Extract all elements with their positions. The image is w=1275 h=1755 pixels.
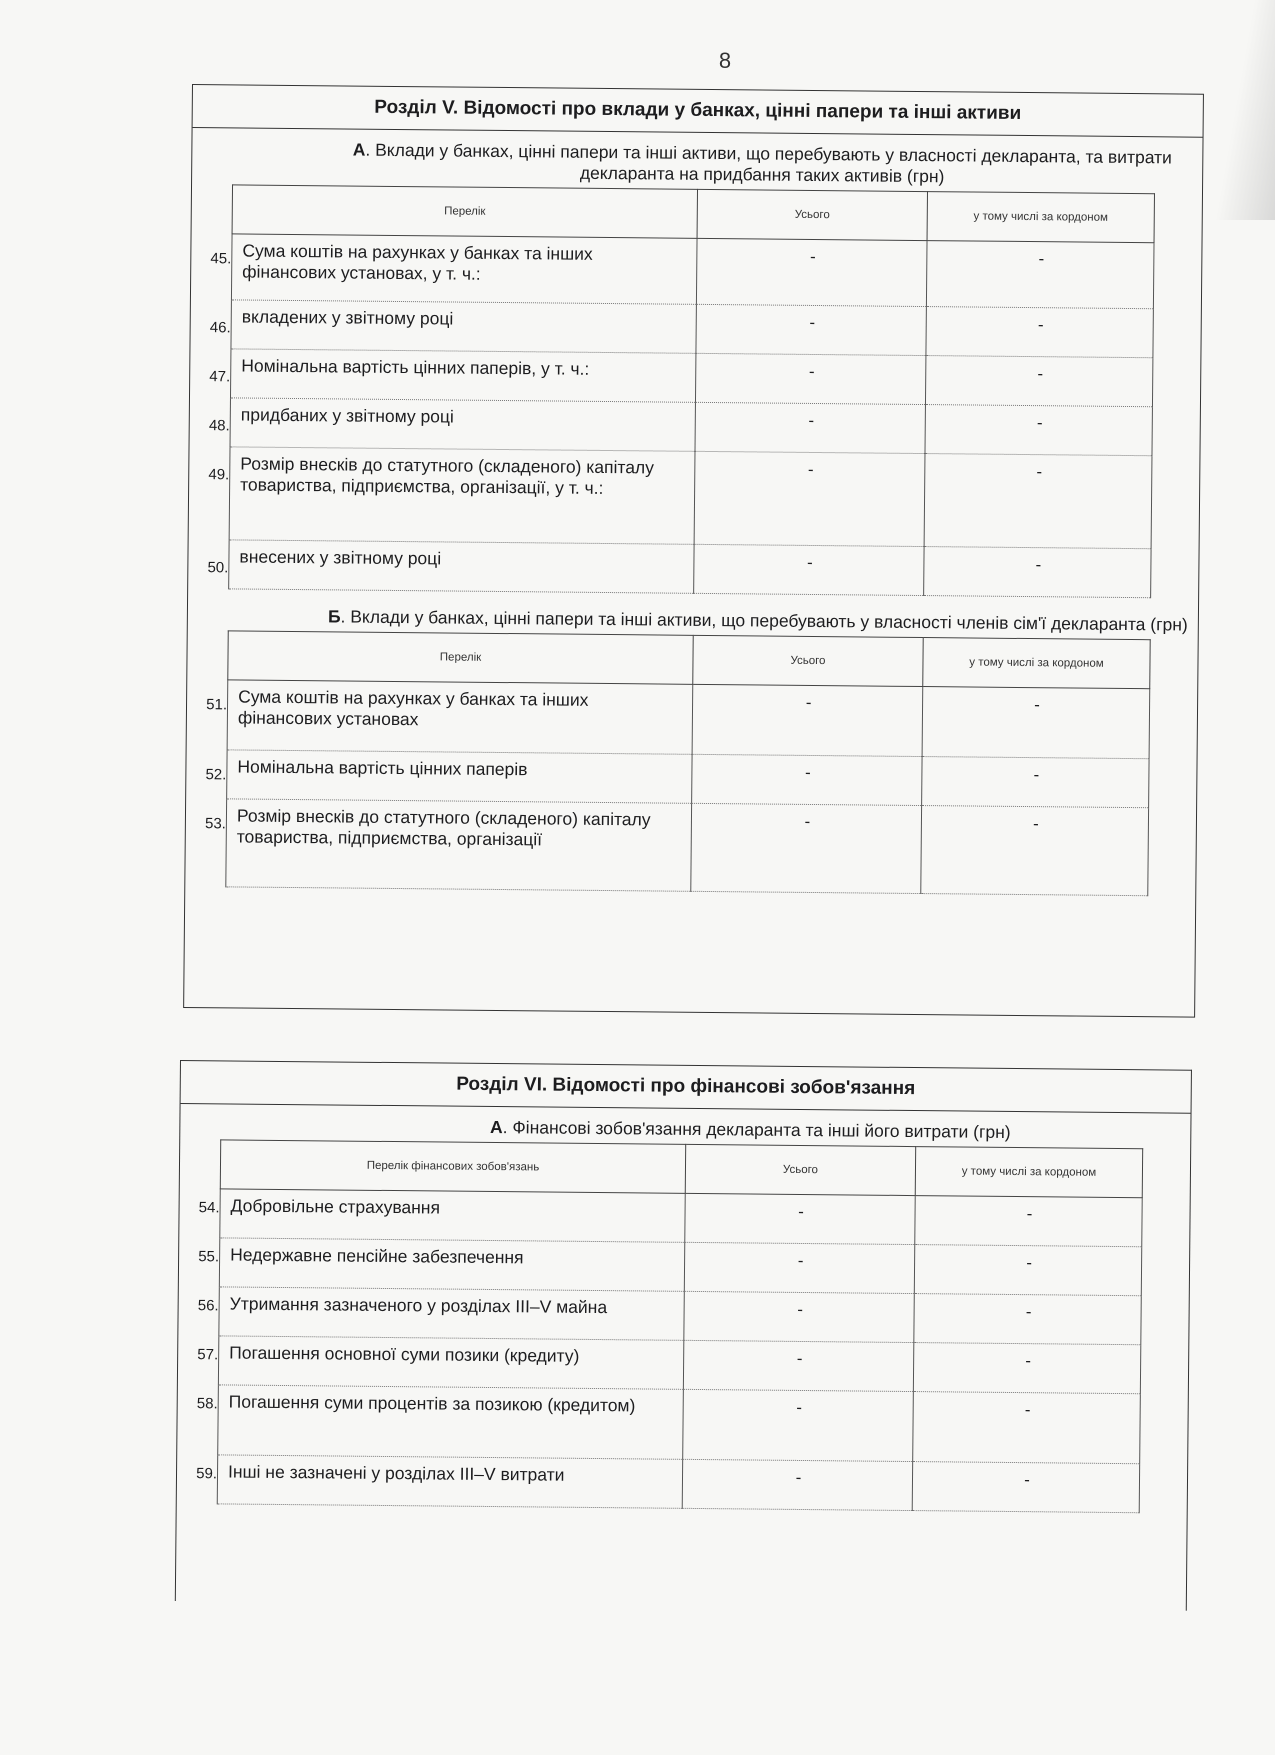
abroad-value: - (924, 547, 1151, 598)
row-label: Номінальна вартість цінних паперів, у т. ч.: (230, 349, 695, 402)
total-value: - (692, 754, 922, 805)
table-row (230, 398, 1152, 456)
abroad-value: - (922, 757, 1149, 808)
financial-obligations-table (217, 1139, 1143, 1513)
table-row (226, 799, 1149, 896)
abroad-value: - (926, 241, 1154, 309)
table-row (229, 447, 1152, 549)
table-header-row (220, 1140, 1142, 1198)
table-header-row (228, 631, 1150, 689)
section-6-title: Розділ VI. Відомості про фінансові зобов'язання (181, 1061, 1191, 1114)
row-number: 51. (206, 696, 228, 714)
total-value: - (683, 1389, 914, 1461)
row-number: 53. (204, 815, 226, 833)
row-label: Інші не зазначені у розділах III–V витрати (217, 1455, 682, 1508)
section-5 (183, 84, 1204, 1018)
row-label: Сума коштів на рахунках у банках та інших фінансових установах, у т. ч.: (231, 234, 697, 304)
abroad-value: - (921, 806, 1149, 896)
part-heading-text: . Фінансові зобов'язання декларанта та інші його витрати (грн) (502, 1117, 1011, 1142)
row-number-column (188, 184, 232, 589)
abroad-value: - (914, 1294, 1141, 1345)
abroad-value: - (925, 405, 1152, 456)
total-value: - (682, 1459, 912, 1510)
abroad-value: - (914, 1245, 1141, 1296)
part-letter: А (489, 1116, 503, 1138)
total-value: - (692, 684, 923, 756)
row-number: 48. (208, 417, 230, 435)
abroad-value: - (912, 1462, 1139, 1513)
row-label: Добровільне страхування (220, 1189, 685, 1242)
row-number: 46. (209, 319, 231, 337)
table-row (227, 750, 1149, 808)
table-row (230, 349, 1152, 407)
row-label: Розмір внесків до статутного (складеного) капіталу товариства, підприємства, організації (226, 799, 692, 891)
column-header: Перелік фінансових зобов'язань (220, 1140, 685, 1193)
row-number: 49. (208, 466, 230, 484)
row-label: Розмір внесків до статутного (складеного) капіталу товариства, підприємства, організації, у т. ч.: (229, 447, 695, 544)
table-row (229, 540, 1151, 598)
section-6-part-a-grid (177, 1139, 1190, 1514)
total-value: - (694, 544, 924, 595)
abroad-value: - (913, 1392, 1141, 1464)
total-value: - (696, 304, 926, 355)
assets-table-declarant (228, 184, 1155, 598)
row-number: 59. (196, 1465, 218, 1483)
row-number: 50. (207, 559, 229, 577)
row-label: придбаних у звітному році (230, 398, 695, 451)
table-row (231, 300, 1153, 358)
section-5-part-b-grid (185, 630, 1197, 897)
part-letter: Б (327, 606, 341, 627)
table-row (219, 1287, 1141, 1345)
row-label: Недержавне пенсійне забезпечення (219, 1238, 684, 1291)
column-header: Усього (697, 189, 927, 240)
row-number-column (185, 630, 227, 887)
column-header: Перелік (232, 185, 697, 238)
row-label: вкладених у звітному році (231, 300, 696, 353)
row-label: Сума коштів на рахунках у банках та інших фінансових установах (227, 680, 693, 754)
page-number: 8 (718, 48, 732, 73)
abroad-value: - (922, 687, 1150, 759)
row-number: 47. (209, 368, 231, 386)
row-number: 58. (196, 1395, 218, 1413)
row-label: Погашення основної суми позики (кредиту) (218, 1336, 683, 1389)
row-label: внесених у звітному році (229, 540, 694, 593)
row-number: 52. (205, 766, 227, 784)
assets-table-family (225, 630, 1150, 896)
total-value: - (685, 1193, 915, 1244)
total-value: - (684, 1291, 914, 1342)
part-heading-text: . Вклади у банках, цінні папери та інші активи, що перебувають у власності декларанта, та витрати декларанта на придбання таких активів (грн) (365, 139, 1172, 187)
total-value: - (684, 1242, 914, 1293)
column-header: у тому числі за кордоном (927, 192, 1154, 243)
total-value: - (696, 238, 927, 306)
column-header: Усього (685, 1144, 915, 1195)
row-label: Номінальна вартість цінних паперів (227, 750, 692, 803)
row-number: 55. (198, 1248, 220, 1266)
table-row (227, 680, 1150, 759)
section-5-part-a-heading (192, 138, 1202, 190)
table-row (231, 234, 1154, 309)
section-6 (175, 1060, 1192, 1611)
abroad-value: - (924, 454, 1152, 549)
table-row (220, 1189, 1142, 1247)
row-number: 54. (198, 1199, 220, 1217)
abroad-value: - (925, 356, 1152, 407)
column-header: у тому числі за кордоном (915, 1147, 1142, 1198)
table-row (218, 1336, 1140, 1394)
table-row (218, 1385, 1141, 1464)
row-number: 57. (197, 1346, 219, 1364)
total-value: - (695, 402, 925, 453)
column-header: Усього (693, 635, 923, 686)
table-row (217, 1455, 1139, 1513)
row-number: 56. (197, 1297, 219, 1315)
abroad-value: - (915, 1196, 1142, 1247)
row-label: Утримання зазначеного у розділах III–V майна (219, 1287, 684, 1340)
section-5-title: Розділ V. Відомості про вклади у банках, цінні папери та інші активи (193, 85, 1203, 138)
total-value: - (683, 1340, 913, 1391)
part-heading-text: . Вклади у банках, цінні папери та інші активи, що перебувають у власності членів сім'ї декларанта (грн) (340, 606, 1188, 635)
section-5-part-a-grid (188, 184, 1202, 599)
part-letter: А (352, 139, 366, 160)
abroad-value: - (913, 1343, 1140, 1394)
page-edge-shadow (1215, 0, 1275, 220)
total-value: - (695, 353, 925, 404)
row-label: Погашення суми процентів за позикою (кредитом) (218, 1385, 684, 1459)
column-header: у тому числі за кордоном (923, 638, 1150, 689)
table-row (219, 1238, 1141, 1296)
row-number-column (177, 1139, 221, 1504)
abroad-value: - (926, 307, 1153, 358)
column-header: Перелік (228, 631, 693, 684)
total-value: - (691, 803, 922, 893)
row-number: 45. (210, 250, 232, 268)
total-value: - (694, 451, 925, 546)
table-header-row (232, 185, 1154, 243)
